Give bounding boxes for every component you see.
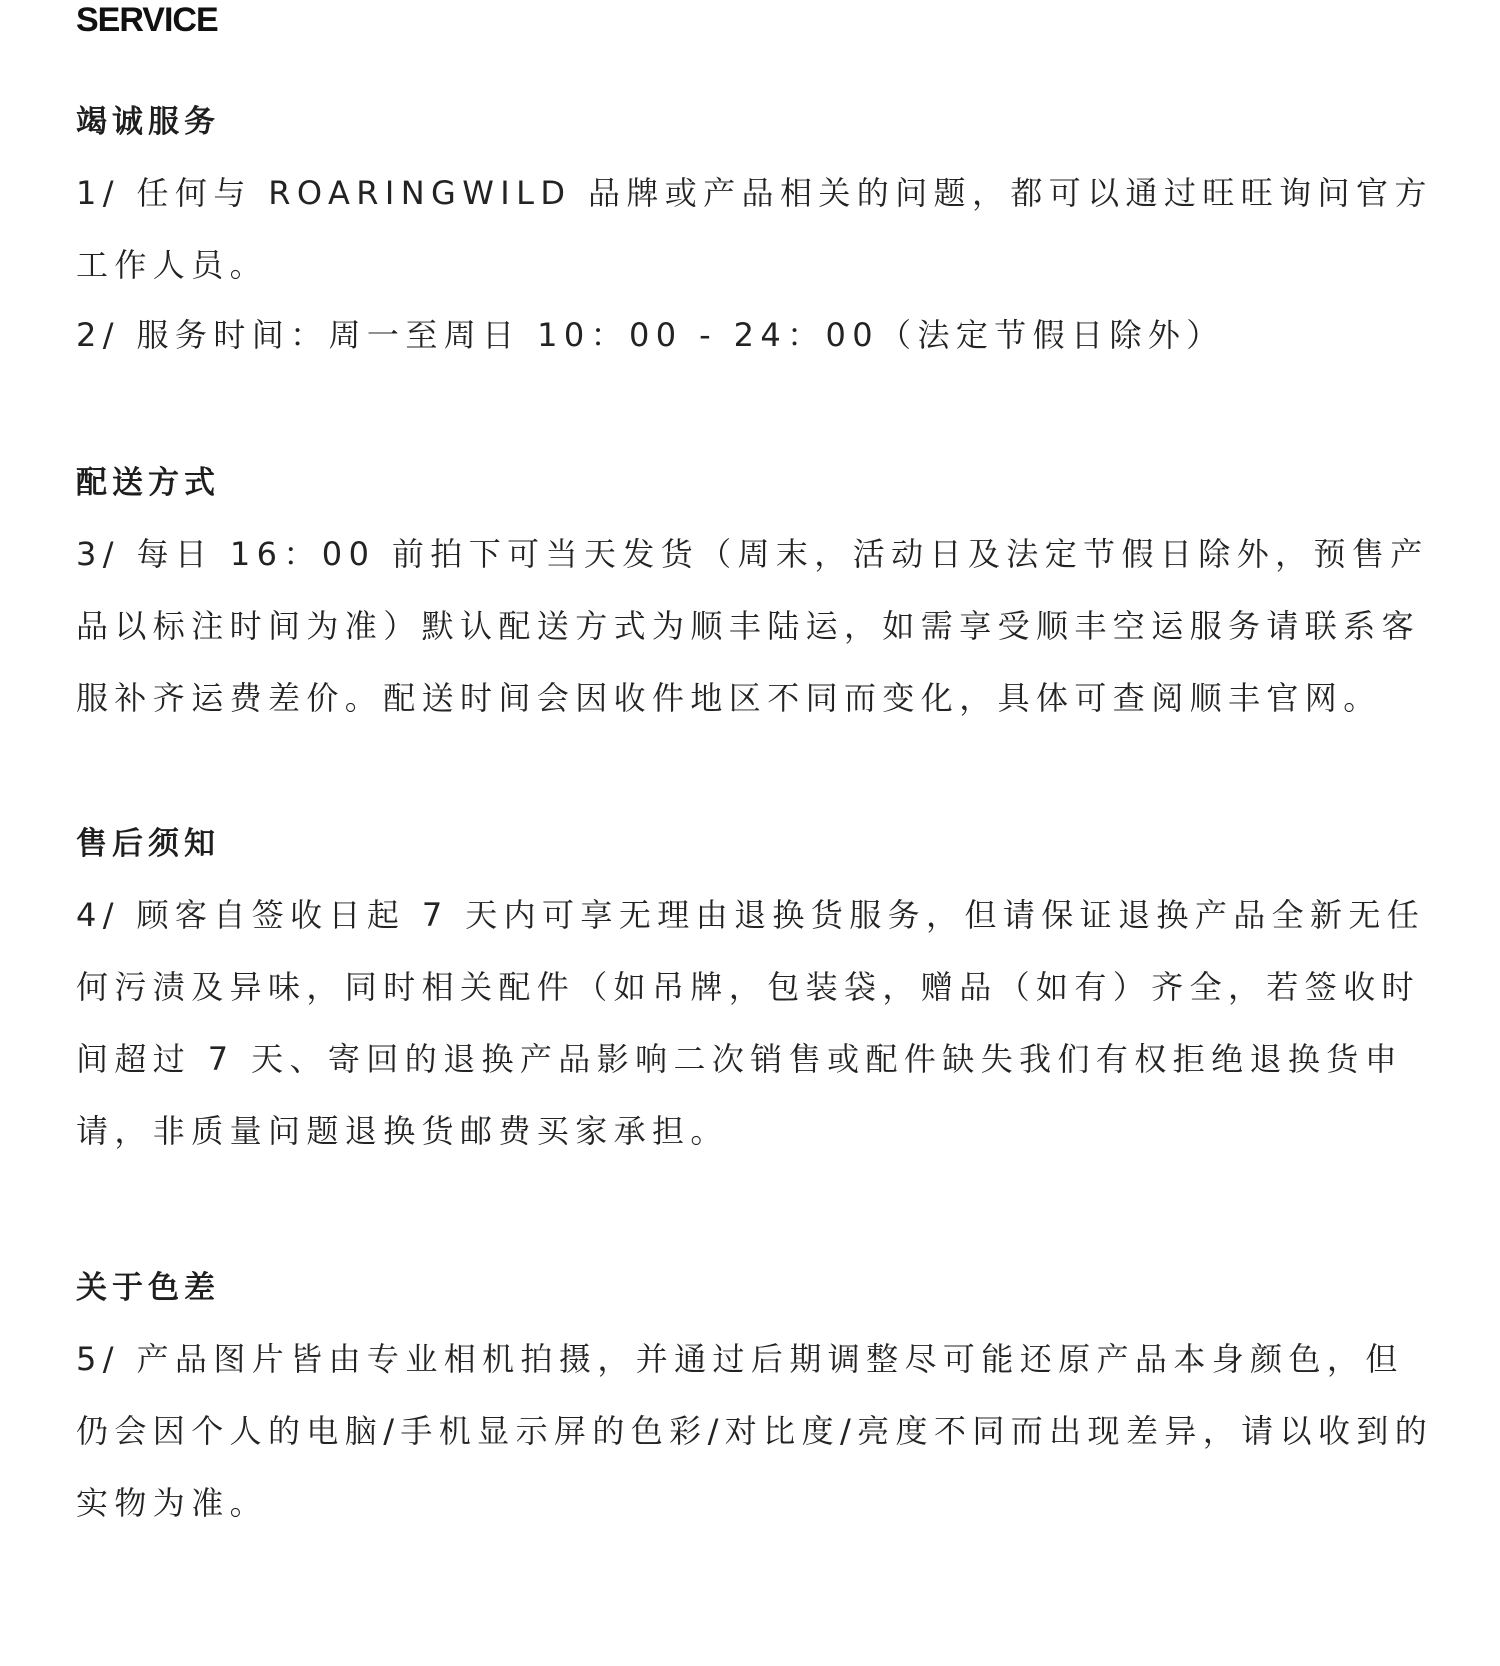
service-paragraph-hours: 2/ 服务时间：周一至周日 10：00 - 24：00（法定节假日除外） xyxy=(76,316,1225,354)
service-paragraph-contact: 1/ 任何与 ROARINGWILD 品牌或产品相关的问题，都可以通过旺旺询问官方工作人员。 xyxy=(76,174,1433,284)
section-heading-service: 竭诚服务 xyxy=(76,104,220,140)
section-heading-after-sales: 售后须知 xyxy=(76,826,220,862)
service-page xyxy=(76,0,1436,1522)
color-difference-paragraph: 5/ 产品图片皆由专业相机拍摄，并通过后期调整尽可能还原产品本身颜色，但仍会因个人的电脑/手机显示屏的色彩/对比度/亮度不同而出现差异，请以收到的实物为准。 xyxy=(76,1340,1434,1522)
after-sales-paragraph: 4/ 顾客自签收日起 7 天内可享无理由退换货服务，但请保证退换产品全新无任何污渍及异味，同时相关配件（如吊牌，包装袋，赠品（如有）齐全，若签收时间超过 7 天、寄回的退换产品影响二次销售或配件缺失我们有权拒绝退换货申请，非质量问题退换货邮费买家承担。 xyxy=(76,896,1426,1150)
delivery-paragraph: 3/ 每日 16：00 前拍下可当天发货（周末，活动日及法定节假日除外，预售产品以标注时间为准）默认配送方式为顺丰陆运，如需享受顺丰空运服务请联系客服补齐运费差价。配送时间会因收件地区不同而变化，具体可查阅顺丰官网。 xyxy=(76,535,1429,717)
section-heading-delivery: 配送方式 xyxy=(76,465,220,501)
page-title: SERVICE xyxy=(76,1,218,39)
section-heading-color-difference: 关于色差 xyxy=(76,1270,220,1306)
